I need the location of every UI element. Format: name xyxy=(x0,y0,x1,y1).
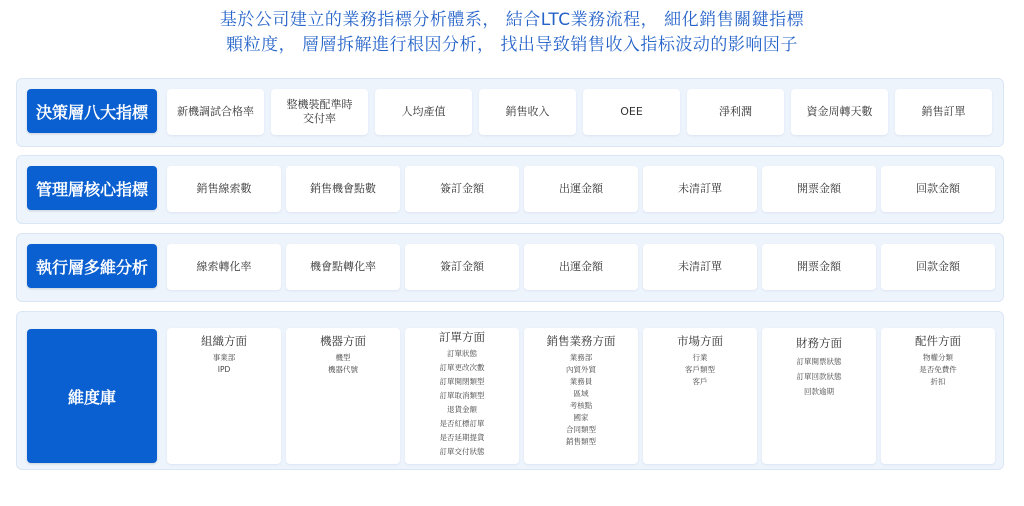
metric-label: 出運金額 xyxy=(559,260,603,273)
management-layer-title: 管理層核心指標 xyxy=(27,166,157,210)
metric-cell[interactable] xyxy=(643,244,757,290)
dimension-group-order[interactable] xyxy=(405,328,519,464)
dimension-group-title: 配件方面 xyxy=(915,334,961,348)
dimension-library-panel xyxy=(16,311,1004,470)
execution-layer-cells xyxy=(167,244,995,290)
dimension-group-items xyxy=(685,352,715,388)
metric-cell[interactable] xyxy=(881,244,995,290)
metric-label: 人均產值 xyxy=(401,105,446,118)
dimension-item: 訂單開票狀態 xyxy=(796,357,842,366)
management-layer-cells xyxy=(167,166,995,212)
metric-cell[interactable] xyxy=(791,89,888,135)
dimension-group-title: 財務方面 xyxy=(796,336,842,350)
metric-cell[interactable] xyxy=(375,89,472,135)
dimension-group-title: 組織方面 xyxy=(201,334,247,348)
metric-cell[interactable] xyxy=(687,89,784,135)
metric-cell[interactable] xyxy=(643,166,757,212)
metric-label: 開票金額 xyxy=(797,260,841,273)
execution-layer-panel xyxy=(16,233,1004,302)
dimension-group-items xyxy=(566,352,596,448)
metric-label: 未清訂單 xyxy=(678,182,722,195)
dimension-item: 是否延期提貨 xyxy=(439,433,485,442)
metric-label: 新機調試合格率 xyxy=(177,105,254,118)
management-layer-panel xyxy=(16,155,1004,224)
dimension-group-parts[interactable] xyxy=(881,328,995,464)
dimension-item: 內貿外貿 xyxy=(566,365,596,374)
dimension-item: 回款逾期 xyxy=(804,387,834,396)
metric-label: 銷售收入 xyxy=(505,105,550,118)
dimension-item: 物權分類 xyxy=(923,353,953,362)
metric-label: 資金周轉天數 xyxy=(806,105,873,118)
metric-label: 開票金額 xyxy=(797,182,841,195)
metric-cell[interactable] xyxy=(167,89,264,135)
dimension-item: 業務員 xyxy=(569,377,593,386)
metric-cell[interactable] xyxy=(524,166,638,212)
metric-cell[interactable] xyxy=(286,244,400,290)
metric-label: 回款金額 xyxy=(916,182,960,195)
dimension-group-finance[interactable] xyxy=(762,328,876,464)
dimension-item: 機器代號 xyxy=(328,365,358,374)
dimension-item: 事業部 xyxy=(212,353,236,362)
metric-label: 淨利潤 xyxy=(719,105,752,118)
dimension-item: 訂單狀態 xyxy=(447,349,477,358)
dimension-group-sales-business[interactable] xyxy=(524,328,638,464)
metric-label: 整機裝配準時 交付率 xyxy=(286,98,353,125)
metric-cell[interactable] xyxy=(762,166,876,212)
dimension-item: 退貨金額 xyxy=(447,405,477,414)
metric-cell[interactable] xyxy=(286,166,400,212)
dimension-group-title: 機器方面 xyxy=(320,334,366,348)
metric-cell[interactable] xyxy=(167,244,281,290)
metric-cell[interactable] xyxy=(405,166,519,212)
metric-label: 未清訂單 xyxy=(678,260,722,273)
dimension-item: 客戶類型 xyxy=(685,365,715,374)
dimension-item: 銷售類型 xyxy=(566,437,596,446)
dimension-group-title: 市場方面 xyxy=(677,334,723,348)
dimension-item: 考核點 xyxy=(569,401,593,410)
metric-cell[interactable] xyxy=(405,244,519,290)
dimension-item: 訂單回款狀態 xyxy=(796,372,842,381)
dimension-group-items xyxy=(328,352,358,376)
metric-cell[interactable] xyxy=(583,89,680,135)
dimension-group-items xyxy=(797,354,842,399)
dimension-item: 業務部 xyxy=(569,353,593,362)
dimension-item: 訂單取消類型 xyxy=(439,391,485,400)
metric-cell[interactable] xyxy=(762,244,876,290)
metric-cell[interactable] xyxy=(895,89,992,135)
metric-label: 機會點轉化率 xyxy=(310,260,376,273)
metric-label: 簽訂金額 xyxy=(440,182,484,195)
dimension-groups xyxy=(167,328,995,464)
dimension-item: IPD xyxy=(217,365,231,374)
metric-label: 銷售機會點數 xyxy=(310,182,376,195)
dimension-library-title: 維度庫 xyxy=(27,329,157,463)
dimension-group-items xyxy=(919,352,957,388)
header-line-2: 顆粒度， 層層拆解進行根因分析， 找出导致销售收入指标波动的影响因子 xyxy=(226,35,798,55)
dimension-group-market[interactable] xyxy=(643,328,757,464)
header xyxy=(0,8,1024,58)
metric-cell[interactable] xyxy=(479,89,576,135)
metric-label: 出運金額 xyxy=(559,182,603,195)
metric-cell[interactable] xyxy=(271,89,368,135)
metric-label: OEE xyxy=(620,105,643,118)
metric-label: 銷售線索數 xyxy=(196,182,252,195)
dimension-group-title: 銷售業務方面 xyxy=(546,334,616,348)
dimension-item: 是否免費件 xyxy=(919,365,957,374)
dimension-item: 行業 xyxy=(692,353,708,362)
metric-label: 簽訂金額 xyxy=(440,260,484,273)
metric-label: 銷售訂單 xyxy=(921,105,966,118)
dimension-group-organization[interactable] xyxy=(167,328,281,464)
metric-label: 線索轉化率 xyxy=(196,260,252,273)
execution-layer-title: 執行層多維分析 xyxy=(27,244,157,288)
metric-cell[interactable] xyxy=(524,244,638,290)
decision-layer-title: 決策層八大指標 xyxy=(27,89,157,133)
dimension-group-items xyxy=(440,347,485,459)
dimension-item: 國家 xyxy=(573,413,589,422)
header-line-1: 基於公司建立的業務指標分析體系， 結合LTC業務流程， 細化銷售關鍵指標 xyxy=(219,10,805,30)
decision-layer-cells xyxy=(167,89,992,135)
dimension-item: 是否紅標訂單 xyxy=(439,419,485,428)
dimension-group-items xyxy=(213,352,236,376)
dimension-item: 訂單更改次數 xyxy=(439,363,485,372)
metric-cell[interactable] xyxy=(881,166,995,212)
decision-layer-panel xyxy=(16,78,1004,147)
dimension-group-title: 訂單方面 xyxy=(439,330,485,344)
dimension-item: 訂單交付狀態 xyxy=(439,447,485,456)
metric-label: 回款金額 xyxy=(916,260,960,273)
dimension-item: 折扣 xyxy=(930,377,946,386)
dimension-item: 機型 xyxy=(335,353,351,362)
dimension-item: 訂單開閉類型 xyxy=(439,377,485,386)
dimension-item: 區域 xyxy=(573,389,589,398)
dimension-item: 合同類型 xyxy=(566,425,596,434)
metric-cell[interactable] xyxy=(167,166,281,212)
dimension-item: 客戶 xyxy=(692,377,708,386)
dimension-group-machine[interactable] xyxy=(286,328,400,464)
